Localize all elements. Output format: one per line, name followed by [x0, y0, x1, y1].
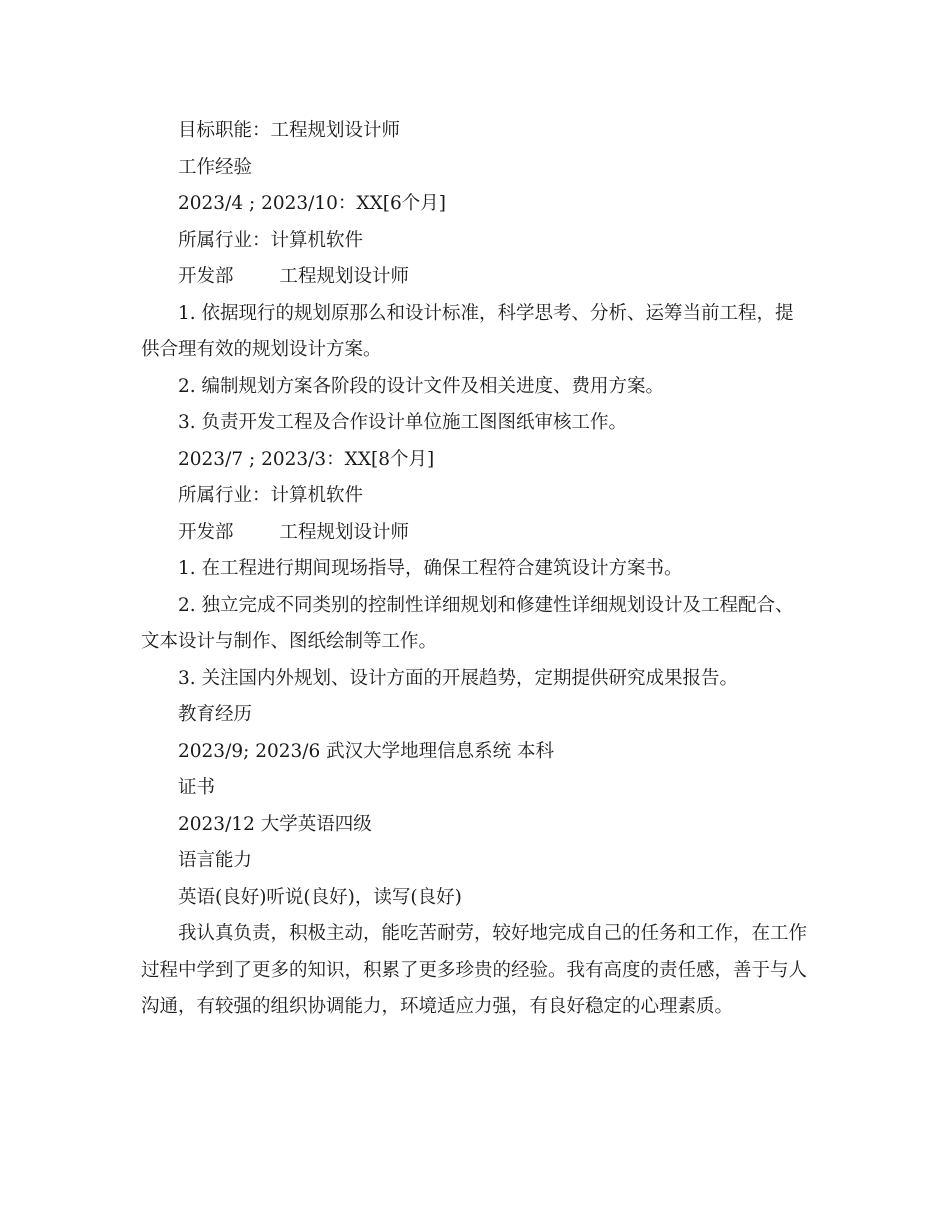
self-assessment-line: 我认真负责，积极主动，能吃苦耐劳，较好地完成自己的任务和工作，在工作 [178, 923, 808, 944]
education-entry: 2023/9; 2023/6 武汉大学地理信息系统 本科 [178, 740, 555, 762]
language-heading: 语言能力 [178, 850, 253, 871]
job-duty: 2. 编制规划方案各阶段的设计文件及相关进度、费用方案。 [178, 375, 665, 397]
work-experience-heading: 工作经验 [178, 156, 253, 178]
certificate-entry: 2023/12 大学英语四级 [178, 813, 372, 835]
job-department: 开发部 [178, 521, 234, 543]
education-heading: 教育经历 [178, 704, 253, 725]
job-duty-continued: 文本设计与制作、图纸绘制等工作。 [141, 631, 438, 652]
language-entry: 英语(良好)听说(良好)，读写(良好) [178, 886, 462, 908]
job-duty: 3. 关注国内外规划、设计方面的开展趋势，定期提供研究成果报告。 [178, 667, 739, 689]
job-duty: 3. 负责开发工程及合作设计单位施工图图纸审核工作。 [178, 412, 628, 433]
job-industry: 所属行业：计算机软件 [178, 485, 364, 506]
self-assessment-line: 过程中学到了更多的知识，积累了更多珍贵的经验。我有高度的责任感，善于与人 [141, 959, 808, 981]
target-role: 目标职能：工程规划设计师 [178, 120, 401, 141]
job-duty-continued: 供合理有效的规划设计方案。 [141, 339, 382, 360]
job-title: 工程规划设计师 [279, 521, 410, 543]
job-duty: 1. 依据现行的规划原那么和设计标准，科学思考、分析、运筹当前工程，提 [178, 302, 794, 324]
job-duty: 1. 在工程进行期间现场指导，确保工程符合建筑设计方案书。 [178, 558, 683, 579]
certificate-heading: 证书 [178, 777, 216, 798]
job-title: 工程规划设计师 [279, 266, 410, 287]
job-department-title [0, 515, 950, 552]
job-period: 2023/7 ; 2023/3：XX[8个月] [178, 448, 435, 470]
job-duty: 2. 独立完成不同类别的控制性详细规划和修建性详细规划设计及工程配合、 [178, 594, 794, 616]
job-department-title [0, 259, 950, 296]
job-department: 开发部 [178, 266, 234, 287]
job-industry: 所属行业：计算机软件 [178, 229, 364, 251]
self-assessment-line: 沟通，有较强的组织协调能力，环境适应力强，有良好稳定的心理素质。 [141, 996, 734, 1017]
job-period: 2023/4 ; 2023/10：XX[6个月] [178, 193, 446, 214]
